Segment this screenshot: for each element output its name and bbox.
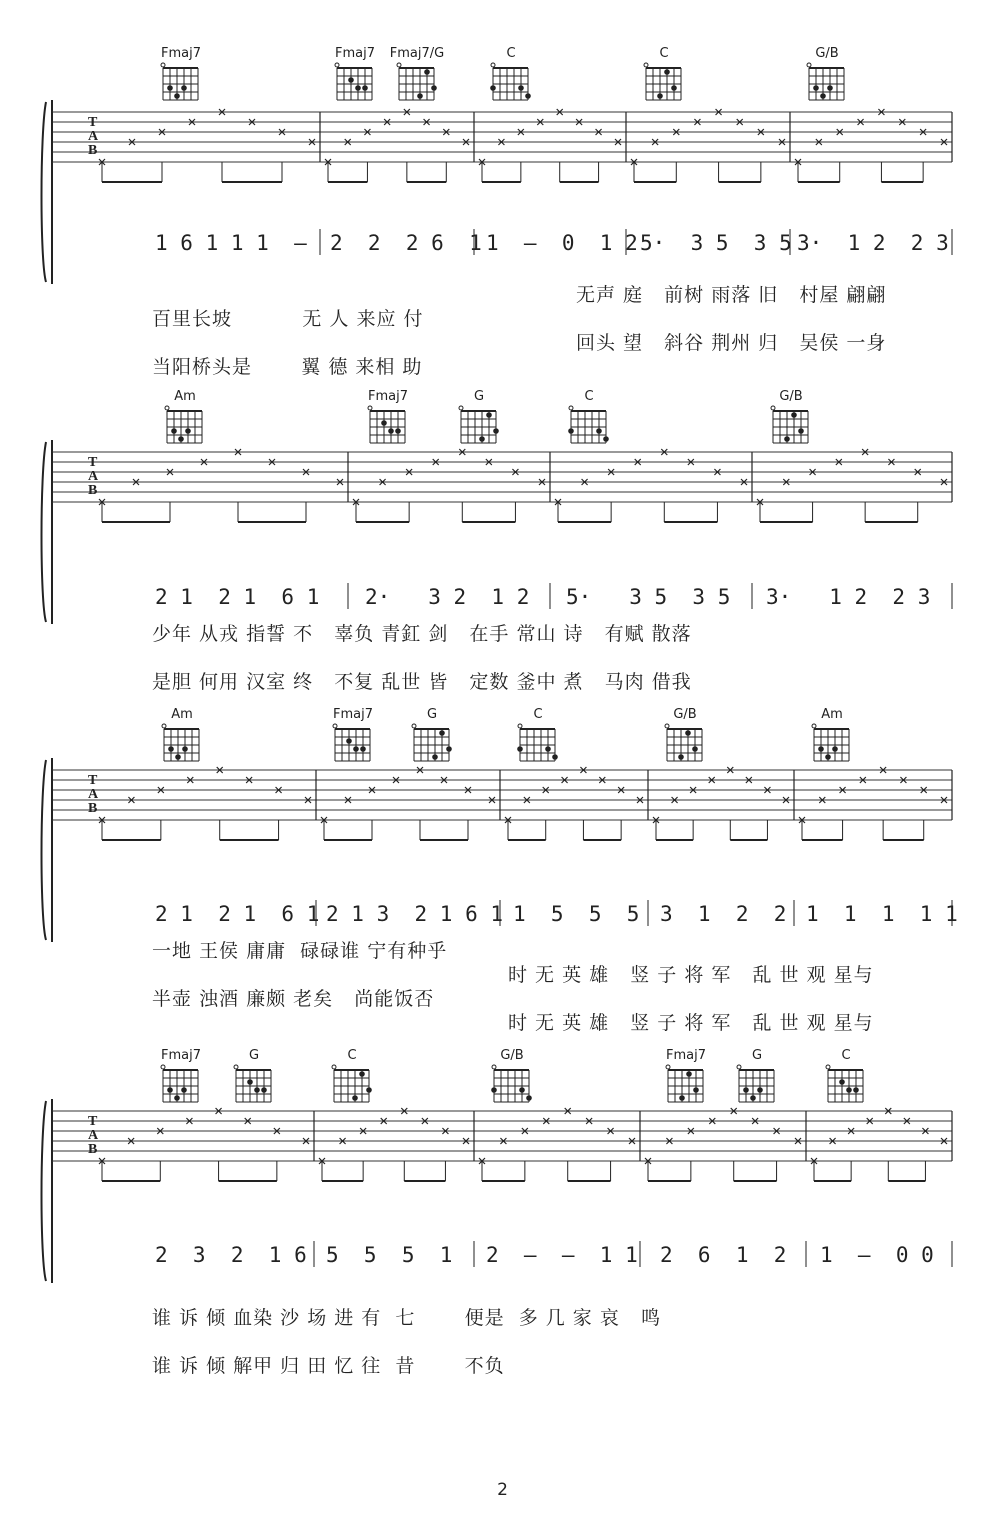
lyric-line: 一地 王侯 庸庸 碌碌谁 宁有种乎: [152, 940, 448, 962]
chord-name: Fmaj7: [666, 1048, 706, 1063]
numbered-notation-measure: 3· 1 2 2 3: [766, 585, 931, 609]
svg-text:B: B: [88, 801, 98, 816]
chord-name: G/B: [815, 46, 839, 61]
numbered-notation-measure: 5 5 5 1: [326, 1243, 453, 1267]
chord-name: Am: [174, 389, 196, 404]
chord-name: Fmaj7/G: [389, 46, 445, 61]
svg-text:T: T: [88, 773, 98, 788]
chord-name: G: [426, 707, 438, 722]
numbered-notation-measure: 3· 1 2 2 3: [797, 231, 949, 255]
svg-text:B: B: [88, 1142, 98, 1157]
svg-text:A: A: [88, 1128, 99, 1143]
lyric-line: 是胆 何用 汉室 终 不复 乱世 皆 定数 釜中 煮 马肉 借我: [152, 671, 692, 693]
chord-name: C: [659, 46, 669, 61]
chord-name: C: [533, 707, 543, 722]
chord-name: C: [841, 1048, 851, 1063]
lyric-line: 百里长坡 无 人 来应 付: [152, 308, 424, 330]
numbered-notation-measure: 2 1 3 2 1 6 1: [326, 902, 504, 926]
chord-name: Fmaj7: [161, 1048, 201, 1063]
chord-name: Fmaj7: [161, 46, 201, 61]
svg-text:B: B: [88, 143, 98, 158]
numbered-notation-measure: 5· 3 5 3 5: [640, 231, 792, 255]
lyric-line: 半壶 浊酒 廉颇 老矣 尚能饭否: [152, 988, 435, 1010]
numbered-notation-measure: 5· 3 5 3 5: [566, 585, 731, 609]
numbered-notation-measure: 2 2 2 6 1: [330, 231, 482, 255]
lyric-line: 谁 诉 倾 解甲 归 田 忆 往 昔 不负: [152, 1355, 505, 1377]
chord-name: G/B: [779, 389, 803, 404]
numbered-notation-measure: 2· 3 2 1 2: [365, 585, 530, 609]
chord-name: G: [473, 389, 485, 404]
svg-text:T: T: [88, 115, 98, 130]
lyric-line: 无声 庭 前树 雨落 旧 村屋 翩翩: [576, 284, 887, 306]
svg-text:B: B: [88, 483, 98, 498]
lyric-line: 回头 望 斜谷 荆州 归 吴侯 一身: [576, 332, 887, 354]
chord-name: C: [506, 46, 516, 61]
lyric-line: 谁 诉 倾 血染 沙 场 进 有 七 便是 多 几 家 哀 鸣: [152, 1307, 661, 1329]
numbered-notation-measure: 1 5 5 5: [513, 902, 640, 926]
chord-name: G/B: [673, 707, 697, 722]
svg-text:A: A: [88, 787, 99, 802]
chord-name: Fmaj7: [368, 389, 408, 404]
numbered-notation-measure: 1 – 0 0: [820, 1243, 934, 1267]
chord-name: G: [248, 1048, 260, 1063]
svg-text:T: T: [88, 1114, 98, 1129]
chord-name: G: [751, 1048, 763, 1063]
numbered-notation-measure: 1 1 1 1 1: [806, 902, 958, 926]
svg-text:A: A: [88, 129, 99, 144]
numbered-notation-measure: 2 1 2 1 6 1: [155, 585, 320, 609]
svg-text:T: T: [88, 455, 98, 470]
lyric-line: 时 无 英 雄 竖 子 将 军 乱 世 观 星与: [508, 964, 874, 986]
numbered-notation-measure: 2 3 2 1 6: [155, 1243, 307, 1267]
numbered-notation-measure: 2 – – 1 1: [486, 1243, 638, 1267]
chord-name: Am: [821, 707, 843, 722]
chord-name: C: [347, 1048, 357, 1063]
numbered-notation-measure: 1 – 0 1 2: [486, 231, 638, 255]
system-3: [0, 707, 1005, 1037]
lyric-line: 当阳桥头是 翼 德 来相 助: [152, 356, 423, 378]
numbered-notation-measure: 3 1 2 2: [660, 902, 787, 926]
system-4: [0, 1048, 1005, 1378]
chord-name: Fmaj7: [335, 46, 375, 61]
lyric-line: 时 无 英 雄 竖 子 将 军 乱 世 观 星与: [508, 1012, 874, 1034]
system-2: [0, 389, 1005, 709]
chord-name: Fmaj7: [333, 707, 373, 722]
numbered-notation-measure: 1 6 1 1 1 –: [155, 231, 307, 255]
page-number: 2: [497, 1480, 508, 1500]
numbered-notation-measure: 2 6 1 2: [660, 1243, 787, 1267]
chord-name: C: [584, 389, 594, 404]
chord-name: Am: [171, 707, 193, 722]
chord-name: G/B: [500, 1048, 524, 1063]
system-1: [0, 46, 1005, 378]
svg-text:A: A: [88, 469, 99, 484]
numbered-notation-measure: 2 1 2 1 6 1: [155, 902, 320, 926]
lyric-line: 少年 从戎 指誓 不 辜负 青釭 剑 在手 常山 诗 有赋 散落: [152, 623, 692, 645]
